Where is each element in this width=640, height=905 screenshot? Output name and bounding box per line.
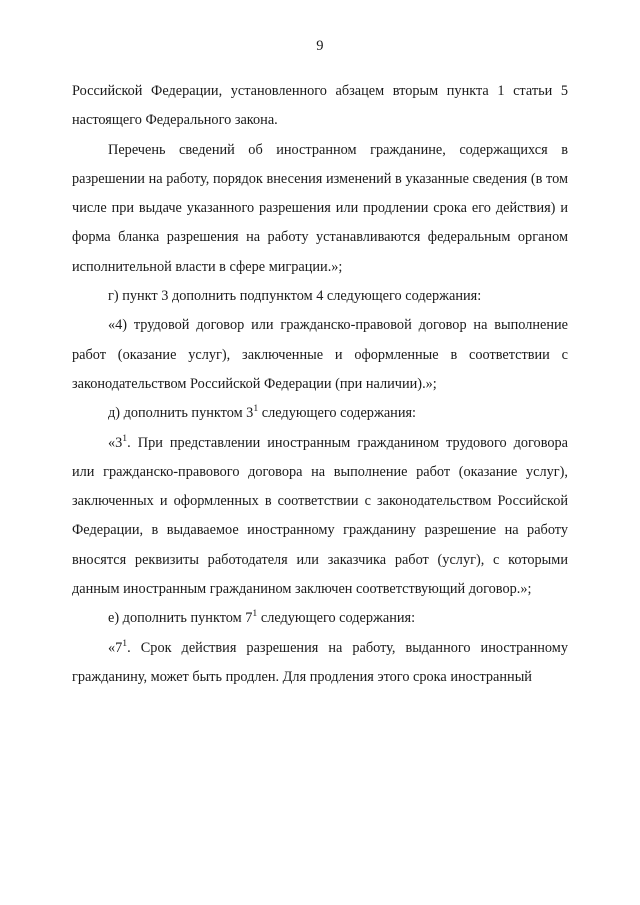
paragraph-2: [72, 136, 568, 282]
paragraph-1-text: Российской Федерации, установленного абзацем вторым пункта 1 статьи 5 настоящего Федерального закона.: [72, 83, 568, 129]
paragraph-7-superscript: 1: [252, 608, 258, 620]
document-body: [72, 77, 568, 692]
paragraph-8-superscript: 1: [122, 637, 128, 649]
paragraph-2-text: Перечень сведений об иностранном гражданине, содержащихся в разрешении на работу, порядок внесения изменений в указанные сведения (в том числе при выдаче указанного разрешения или продлении срока его действия) и форма бланка разрешения на работу устанавливаются федеральным органом исполнительной власти в сфере миграции.»;: [72, 141, 568, 275]
paragraph-5-text: д) дополнить пунктом 3: [108, 405, 254, 422]
paragraph-3-text: г) пункт 3 дополнить подпунктом 4 следующего содержания:: [108, 288, 482, 305]
paragraph-5-superscript: 1: [253, 403, 259, 415]
paragraph-4-text: «4) трудовой договор или гражданско-правовой договор на выполнение работ (оказание услуг), заключенные и оформленные в соответствии с законодательством Российской Федерации (при наличии).»;: [72, 317, 568, 392]
page-number: 9: [316, 38, 324, 54]
paragraph-7-text: е) дополнить пунктом 7: [108, 610, 253, 627]
paragraph-6-superscript: 1: [122, 432, 128, 444]
paragraph-8-text: «7: [108, 639, 123, 656]
paragraph-1: [72, 77, 568, 136]
paragraph-4: [72, 311, 568, 399]
paragraph-7: [72, 604, 568, 633]
paragraph-5: [72, 399, 568, 428]
paragraph-6: [72, 429, 568, 605]
paragraph-3: [72, 282, 568, 311]
paragraph-7-text-after: следующего содержания:: [257, 610, 416, 627]
paragraph-8-text-after: . Срок действия разрешения на работу, выданного иностранному гражданину, может быть продлен. Для продления этого срока иностранный: [72, 639, 568, 685]
paragraph-6-text-after: . При представлении иностранным гражданином трудового договора или гражданско-правового договора на выполнение работ (оказание услуг), заключенных и оформленных в соответствии с законодательством Российской Федерации, в выдаваемое иностранному гражданину разрешение на работу вносятся реквизиты работодателя или заказчика работ (услуг), с которыми данным иностранным гражданином заключен соответствующий договор.»;: [72, 434, 568, 598]
paragraph-6-text: «3: [108, 434, 123, 451]
paragraph-5-text-after: следующего содержания:: [258, 405, 417, 422]
paragraph-8: [72, 634, 568, 693]
